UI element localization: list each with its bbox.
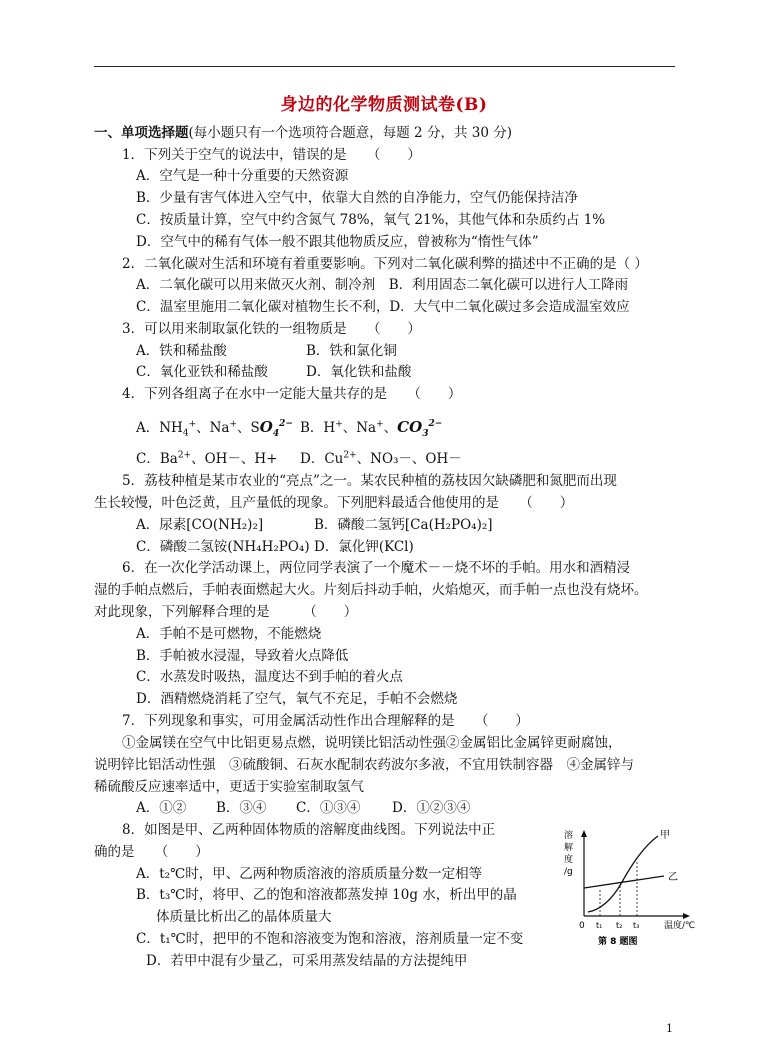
carbonate-ion: $CO_3^{2-}$ bbox=[397, 418, 443, 439]
q7-statement-line1: ①金属镁在空气中比铝更易点燃，说明镁比铝活动性强②金属铝比金属锌更耐腐蚀， bbox=[122, 735, 622, 751]
q5-option-d: D．氯化钾(KCl) bbox=[314, 539, 414, 555]
section-note: (每小题只有一个选项符合题意，每题 2 分，共 30 分) bbox=[188, 125, 512, 141]
origin-label: 0 bbox=[579, 921, 585, 931]
q4-option-d: D．$Cu^{2+}$、NO₃－、OH－ bbox=[300, 450, 462, 467]
q6-option-b: B．手帕被水浸湿，导致着火点降低 bbox=[136, 648, 349, 664]
section-title: 一、单项选择题 bbox=[94, 125, 189, 141]
q5-option-c: C．磷酸二氢铵(NH₄H₂PO₄) bbox=[136, 539, 310, 555]
q6-option-a: A．手帕不是可燃物，不能燃烧 bbox=[136, 626, 322, 642]
q5-stem-line1: 5．荔枝种植是某市农业的“亮点”之一。某农民种植的荔枝因欠缺磷肥和氮肥而出现 bbox=[122, 473, 617, 489]
q7-statement-line2: 说明锌比铝活动性强 ③硫酸铜、石灰水配制农药波尔多液，不宜用铁制容器 ④金属锌与 bbox=[94, 757, 634, 773]
q8-option-b-line2: 体质量比析出乙的晶体质量大 bbox=[156, 909, 332, 925]
q6-option-d: D．酒精燃烧消耗了空气，氧气不充足，手帕不会燃烧 bbox=[136, 691, 458, 707]
q7-statement-line3: 稀硫酸反应速率适中，更适于实验室制取氢气 bbox=[94, 779, 364, 795]
q2-options-ab: A．二氧化碳可以用来做灭火剂、制冷剂 B．利用固态二氧化碳可以进行人工降雨 bbox=[136, 277, 629, 293]
y-axis-label-4: /g bbox=[564, 867, 573, 877]
q5-stem-line2: 生长较慢，叶色泛黄，且产量低的现象。下列肥料最适合他使用的是 （ ） bbox=[94, 495, 574, 511]
q5-option-a: A．尿素[CO(NH₂)₂] bbox=[136, 517, 264, 533]
q1-option-b: B．少量有害气体进入空气中，依靠大自然的自净能力，空气仍能保持洁净 bbox=[136, 190, 578, 206]
q8-option-d: D．若甲中混有少量乙，可采用蒸发结晶的方法提纯甲 bbox=[146, 953, 468, 969]
q7-option-b: B．③④ bbox=[216, 800, 267, 816]
x-axis-arrow-icon bbox=[683, 913, 690, 919]
solubility-curve-figure bbox=[560, 826, 710, 956]
q8-option-b-line1: B．t₃℃时，将甲、乙的饱和溶液都蒸发掉 10g 水，析出甲的晶 bbox=[136, 887, 517, 903]
q8-stem-line1: 8．如图是甲、乙两种固体物质的溶解度曲线图。下列说法中正 bbox=[122, 822, 496, 838]
t1-label: t₁ bbox=[596, 921, 603, 930]
q7-option-a: A．①② bbox=[136, 800, 187, 816]
q2-stem: 2．二氧化碳对生活和环境有着重要影响。下列对二氧化碳利弊的描述中不正确的是（ ） bbox=[122, 256, 648, 272]
q4-option-c: C．$Ba^{2+}$、OH－、H+ bbox=[136, 450, 278, 467]
t3-label: t₃ bbox=[633, 921, 640, 930]
page-title: 身边的化学物质测试卷(B) bbox=[280, 95, 488, 115]
figure-caption: 第 8 题图 bbox=[598, 937, 638, 947]
q3-option-b: B．铁和氯化铜 bbox=[306, 343, 397, 359]
q8-option-c: C．t₁℃时，把甲的不饱和溶液变为饱和溶液，溶剂质量一定不变 bbox=[136, 931, 524, 947]
q3-stem: 3．可以用来制取氯化铁的一组物质是 （ ） bbox=[122, 321, 421, 337]
q1-option-a: A．空气是一种十分重要的天然资源 bbox=[136, 168, 349, 184]
q6-stem-line2: 湿的手帕点燃后，手帕表面燃起大火。片刻后抖动手帕，火焰熄灭，而手帕一点也没有烧坏。 bbox=[94, 582, 648, 598]
q1-stem: 1．下列关于空气的说法中，错误的是 （ ） bbox=[122, 147, 421, 163]
q7-stem: 7．下列现象和事实，可用金属活动性作出合理解释的是 （ ） bbox=[122, 713, 529, 729]
curve-yi-label: 乙 bbox=[668, 872, 678, 883]
q7-option-d: D．①②③④ bbox=[392, 800, 471, 816]
curve-jia bbox=[588, 836, 658, 912]
q8-stem-line2: 确的是 （ ） bbox=[94, 844, 209, 860]
q4-stem: 4．下列各组离子在水中一定能大量共存的是 （ ） bbox=[122, 386, 462, 402]
y-axis-label-1: 溶 bbox=[564, 831, 574, 841]
q4-option-a: A．$NH_4^+$、Na+、$SO_4^{2-}$ bbox=[136, 418, 293, 439]
q3-option-a: A．铁和稀盐酸 bbox=[136, 343, 227, 359]
y-axis-label-3: 度 bbox=[564, 855, 574, 865]
q3-option-c: C．氧化亚铁和稀盐酸 bbox=[136, 364, 268, 380]
t2-label: t₂ bbox=[616, 921, 623, 930]
curve-jia-label: 甲 bbox=[660, 830, 670, 841]
sulfate-ion: $O_4^{2-}$ bbox=[259, 418, 293, 439]
q2-options-cd: C．温室里施用二氧化碳对植物生长不利，D．大气中二氧化碳过多会造成温室效应 bbox=[136, 299, 630, 315]
q1-option-c: C．按质量计算，空气中约含氮气 78%，氧气 21%，其他气体和杂质约占 1% bbox=[136, 212, 606, 228]
q7-option-c: C．①③④ bbox=[296, 800, 361, 816]
y-axis-label-2: 解 bbox=[564, 843, 574, 853]
x-axis-label: 温度/℃ bbox=[664, 921, 696, 931]
q8-option-a: A．t₂℃时，甲、乙两种物质溶液的溶质质量分数一定相等 bbox=[136, 866, 483, 882]
q5-option-b: B．磷酸二氢钙[Ca(H₂PO₄)₂] bbox=[314, 517, 493, 533]
q3-option-d: D．氧化铁和盐酸 bbox=[306, 364, 412, 380]
q6-stem-line3: 对此现象，下列解释合理的是 （ ） bbox=[94, 604, 358, 620]
section-heading bbox=[94, 124, 512, 142]
page-number: 1 bbox=[666, 1022, 673, 1035]
q1-option-d: D．空气中的稀有气体一般不跟其他物质反应，曾被称为“惰性气体” bbox=[136, 234, 539, 250]
header-rule bbox=[94, 66, 675, 67]
q6-stem-line1: 6．在一次化学活动课上，两位同学表演了一个魔术－－烧不坏的手帕。用水和酒精浸 bbox=[122, 560, 631, 576]
y-axis-arrow-icon bbox=[581, 830, 587, 837]
q6-option-c: C．水蒸发时吸热，温度达不到手帕的着火点 bbox=[136, 669, 403, 685]
q4-option-b: B．H+、Na+、$CO_3^{2-}$ bbox=[300, 418, 443, 439]
